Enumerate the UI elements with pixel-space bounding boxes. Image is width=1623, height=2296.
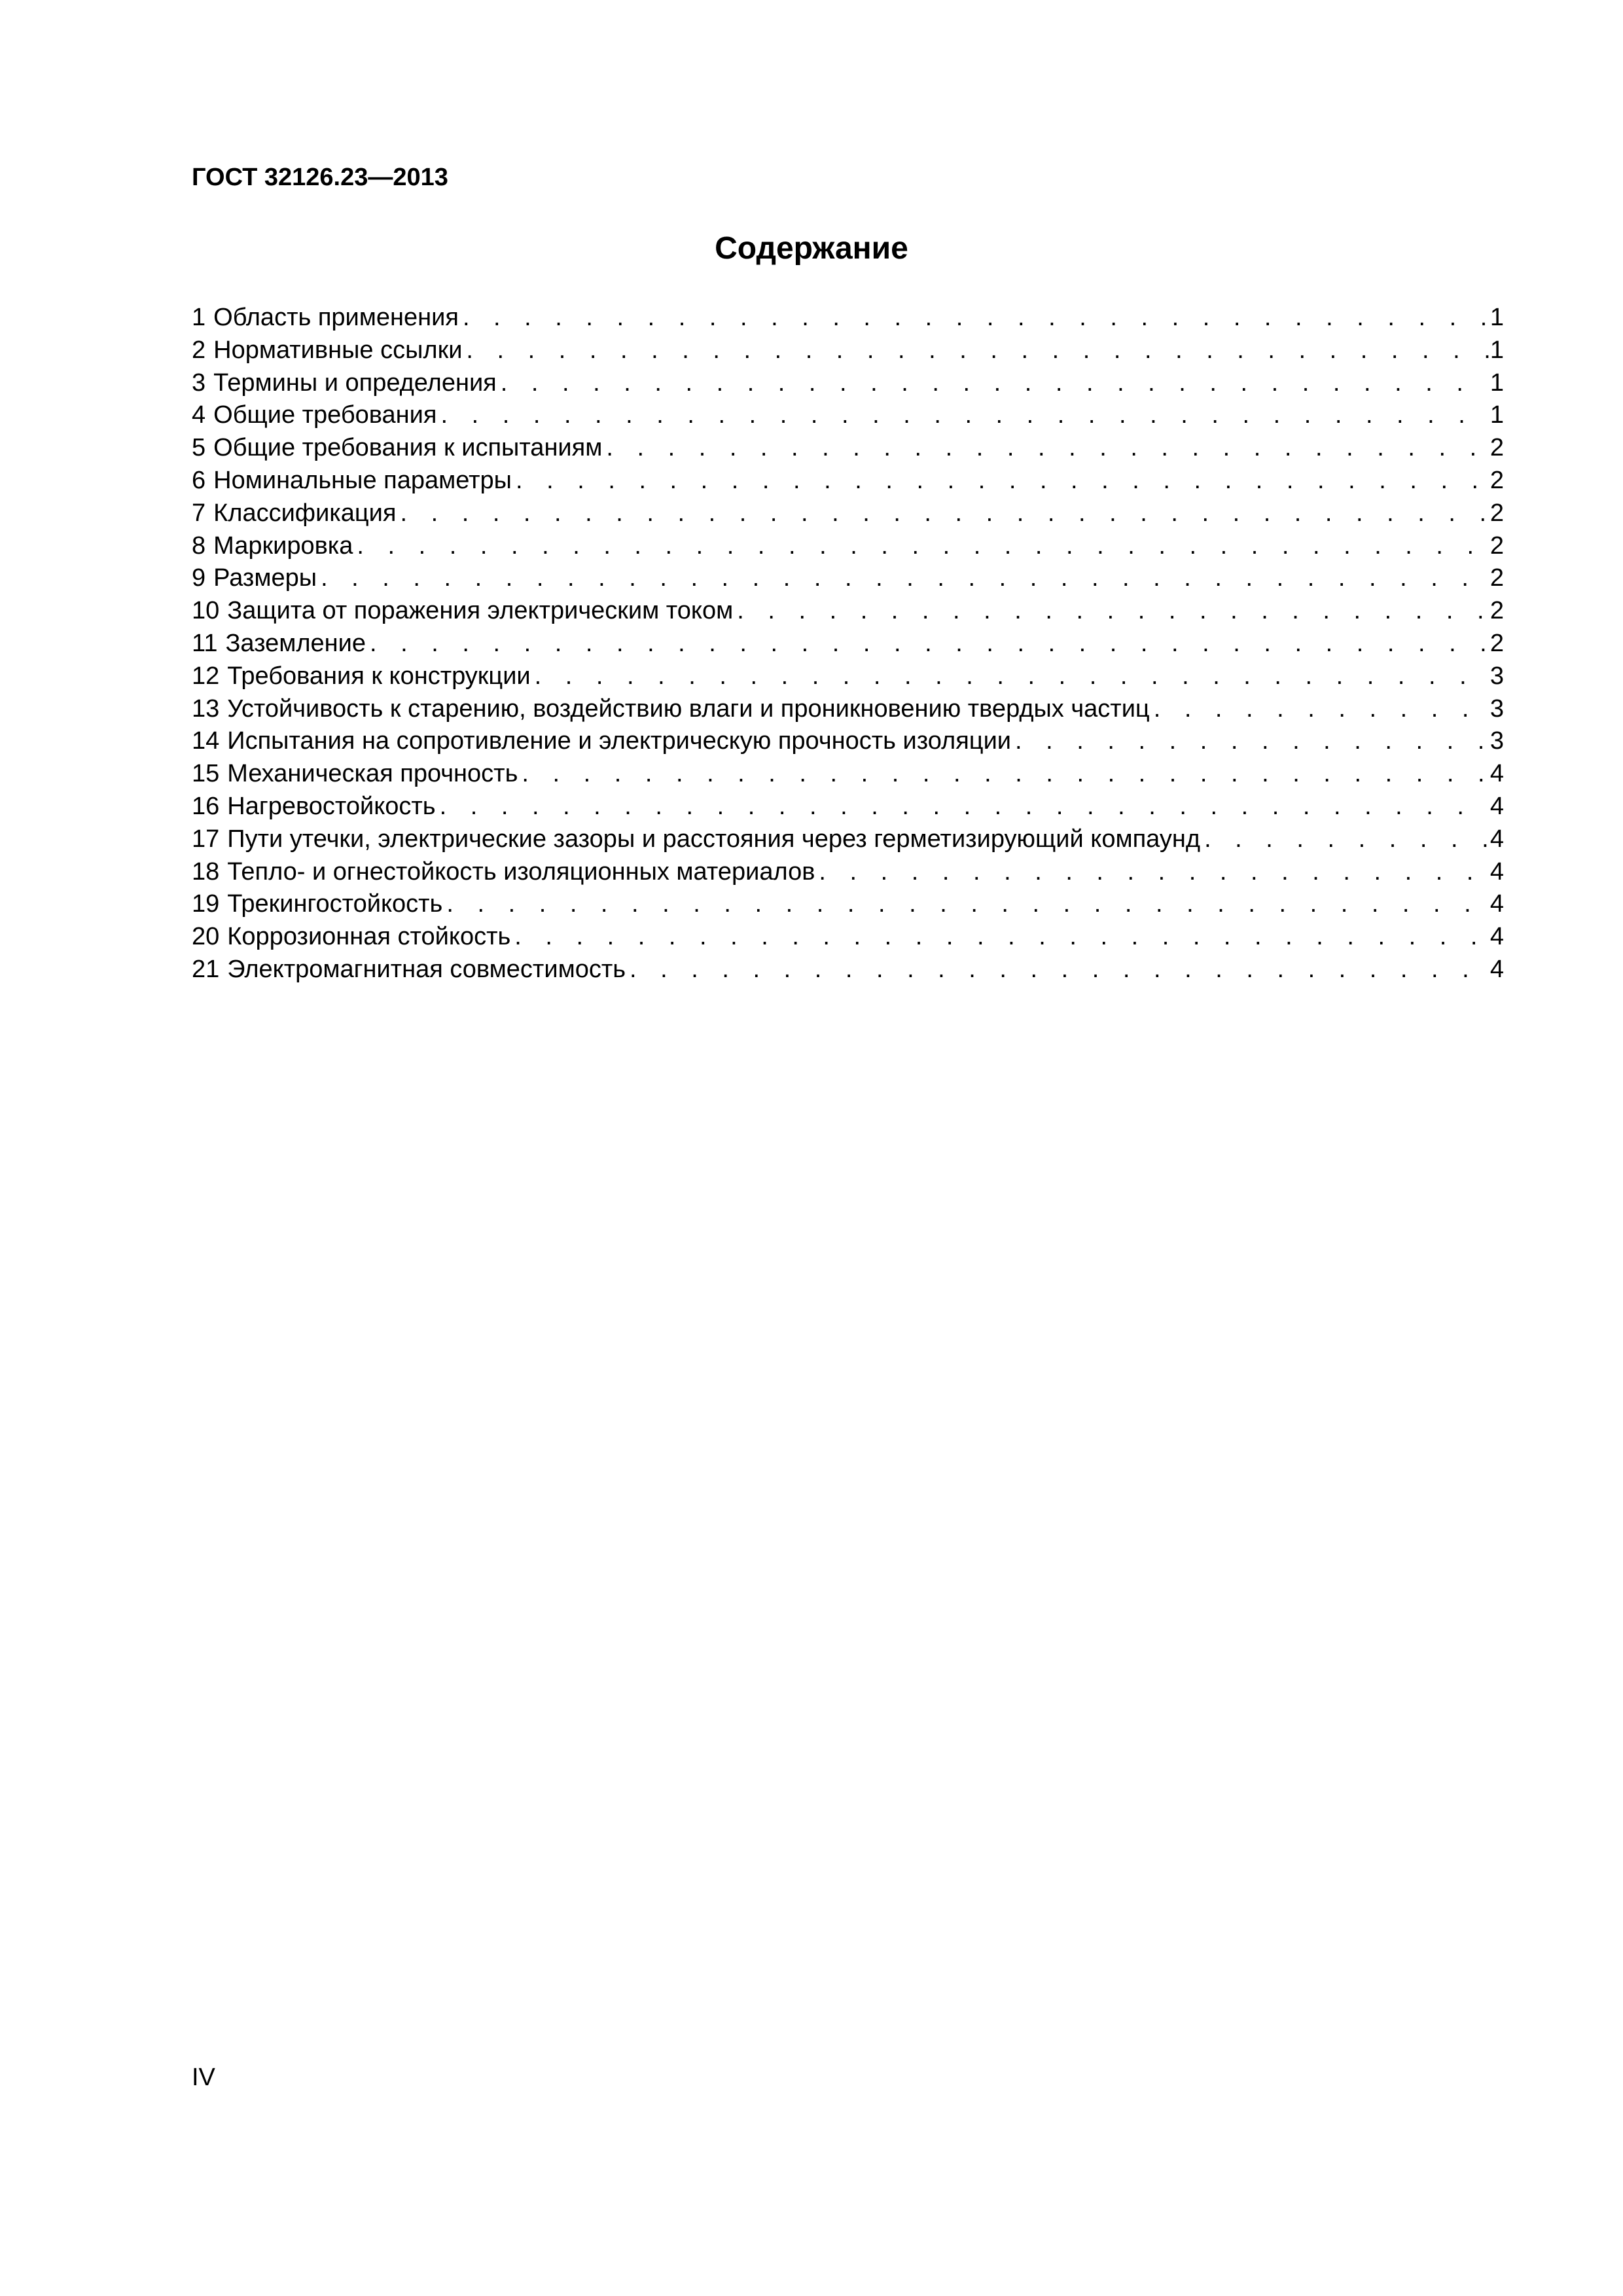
toc-title: Содержание: [715, 231, 908, 266]
toc-entry[interactable]: [192, 823, 1504, 856]
toc-entry[interactable]: [192, 465, 1504, 497]
toc-entry-number: 15: [192, 760, 220, 788]
toc-entry-page: 3: [1489, 662, 1504, 690]
toc-entry[interactable]: [192, 497, 1504, 530]
toc-entry-number: 8: [192, 531, 206, 560]
toc-entry-number: 11: [192, 629, 218, 657]
toc-dot-leader: [357, 530, 1488, 563]
page-number: IV: [192, 2064, 215, 2091]
toc-dot-leader: [630, 954, 1489, 986]
toc-entry[interactable]: [192, 693, 1504, 726]
toc-entry-label: Область применения: [213, 304, 459, 331]
toc-dot-leader: [516, 465, 1489, 497]
toc-entry-label: Защита от поражения электрическим током: [227, 597, 734, 625]
toc-entry-page: 4: [1489, 955, 1504, 983]
toc-entry-number: 18: [192, 857, 220, 886]
toc-entry-number: 6: [192, 466, 206, 494]
toc-entry-label: Тепло- и огнестойкость изоляционных материалов: [227, 857, 815, 886]
toc-entry-number: 7: [192, 499, 206, 527]
toc-dot-leader: [819, 856, 1488, 889]
toc-entry[interactable]: [192, 334, 1504, 367]
toc-dot-leader: [466, 334, 1488, 367]
toc-entry-page: 4: [1489, 760, 1504, 788]
toc-entry-page: 2: [1489, 434, 1504, 462]
toc-entry[interactable]: [192, 367, 1504, 400]
toc-dot-leader: [446, 888, 1489, 921]
toc-entry-label: Номинальные параметры: [213, 466, 512, 494]
toc-dot-leader: [514, 921, 1489, 954]
toc-entry-page: 1: [1489, 401, 1504, 429]
toc-entry-page: 3: [1489, 694, 1504, 723]
toc-dot-leader: [535, 660, 1489, 693]
toc-entry-label: Термины и определения: [213, 368, 497, 397]
toc-entry[interactable]: [192, 725, 1504, 758]
toc-dot-leader: [737, 595, 1489, 628]
toc-entry[interactable]: [192, 432, 1504, 465]
toc-entry-label: Нагревостойкость: [227, 792, 436, 820]
toc-dot-leader: [1204, 823, 1489, 856]
toc-entry-label: Маркировка: [213, 531, 353, 560]
toc-dot-leader: [1015, 725, 1489, 758]
toc-dot-leader: [522, 758, 1488, 791]
toc-entry-number: 3: [192, 368, 206, 397]
toc-entry-label: Механическая прочность: [227, 760, 518, 788]
toc-entry[interactable]: [192, 595, 1504, 628]
toc-entry[interactable]: [192, 628, 1504, 660]
toc-entry[interactable]: [192, 791, 1504, 823]
toc-entry[interactable]: [192, 399, 1504, 432]
toc-entry-number: 4: [192, 401, 206, 429]
toc-entry-number: 9: [192, 564, 206, 592]
toc-entry-number: 13: [192, 694, 220, 723]
toc-dot-leader: [1154, 693, 1489, 726]
toc-entry-page: 1: [1489, 368, 1504, 397]
toc-entry-page: 1: [1489, 304, 1504, 331]
toc-entry-page: 2: [1489, 466, 1504, 494]
toc-entry-page: 4: [1489, 792, 1504, 820]
toc-entry-label: Общие требования: [213, 401, 437, 429]
toc-dot-leader: [400, 497, 1488, 530]
toc-entry-page: 4: [1489, 923, 1504, 951]
toc-entry-page: 1: [1489, 336, 1504, 364]
toc-entry[interactable]: [192, 921, 1504, 954]
toc-entry-number: 16: [192, 792, 220, 820]
toc-entry-number: 21: [192, 955, 220, 983]
toc-entry-page: 3: [1489, 727, 1504, 755]
toc-dot-leader: [501, 367, 1489, 400]
toc-entry[interactable]: [192, 660, 1504, 693]
toc-entry-label: Испытания на сопротивление и электрическую прочность изоляции: [227, 727, 1012, 755]
toc-dot-leader: [440, 399, 1488, 432]
toc-entry-label: Пути утечки, электрические зазоры и расстояния через герметизирующий компаунд: [227, 825, 1201, 853]
toc-entry-page: 4: [1489, 890, 1504, 918]
toc-dot-leader: [463, 302, 1489, 334]
toc-entry-page: 2: [1489, 629, 1504, 657]
toc-entry-number: 19: [192, 890, 220, 918]
toc-entry[interactable]: [192, 954, 1504, 986]
toc-entry-label: Электромагнитная совместимость: [227, 955, 626, 983]
toc-entry[interactable]: [192, 888, 1504, 921]
toc-entry-number: 5: [192, 434, 206, 462]
table-of-contents: [192, 302, 1504, 986]
toc-entry-page: 2: [1489, 597, 1504, 625]
toc-entry-number: 1: [192, 304, 206, 331]
toc-entry-page: 2: [1489, 499, 1504, 527]
toc-entry-label: Заземление: [225, 629, 366, 657]
toc-entry-number: 20: [192, 923, 220, 951]
toc-entry-label: Устойчивость к старению, воздействию влаги и проникновению твердых частиц: [227, 694, 1150, 723]
toc-dot-leader: [321, 562, 1489, 595]
toc-entry-label: Нормативные ссылки: [213, 336, 463, 364]
toc-entry-number: 10: [192, 597, 220, 625]
toc-entry-number: 17: [192, 825, 220, 853]
toc-entry-number: 12: [192, 662, 220, 690]
toc-entry[interactable]: [192, 856, 1504, 889]
toc-entry-page: 4: [1489, 825, 1504, 853]
toc-dot-leader: [606, 432, 1489, 465]
toc-entry-label: Размеры: [213, 564, 317, 592]
toc-entry-label: Требования к конструкции: [227, 662, 531, 690]
toc-entry-number: 14: [192, 727, 220, 755]
toc-entry-page: 2: [1489, 531, 1504, 560]
toc-entry[interactable]: [192, 758, 1504, 791]
toc-entry[interactable]: [192, 562, 1504, 595]
toc-dot-leader: [370, 628, 1489, 660]
toc-entry-label: Общие требования к испытаниям: [213, 434, 603, 462]
toc-dot-leader: [440, 791, 1489, 823]
toc-entry-number: 2: [192, 336, 206, 364]
toc-entry[interactable]: [192, 302, 1504, 334]
toc-entry-label: Коррозионная стойкость: [227, 923, 511, 951]
document-code: ГОСТ 32126.23—2013: [192, 164, 448, 191]
toc-entry[interactable]: [192, 530, 1504, 563]
toc-entry-page: 4: [1489, 857, 1504, 886]
toc-entry-label: Классификация: [213, 499, 397, 527]
toc-entry-page: 2: [1489, 564, 1504, 592]
toc-entry-label: Трекингостойкость: [227, 890, 443, 918]
